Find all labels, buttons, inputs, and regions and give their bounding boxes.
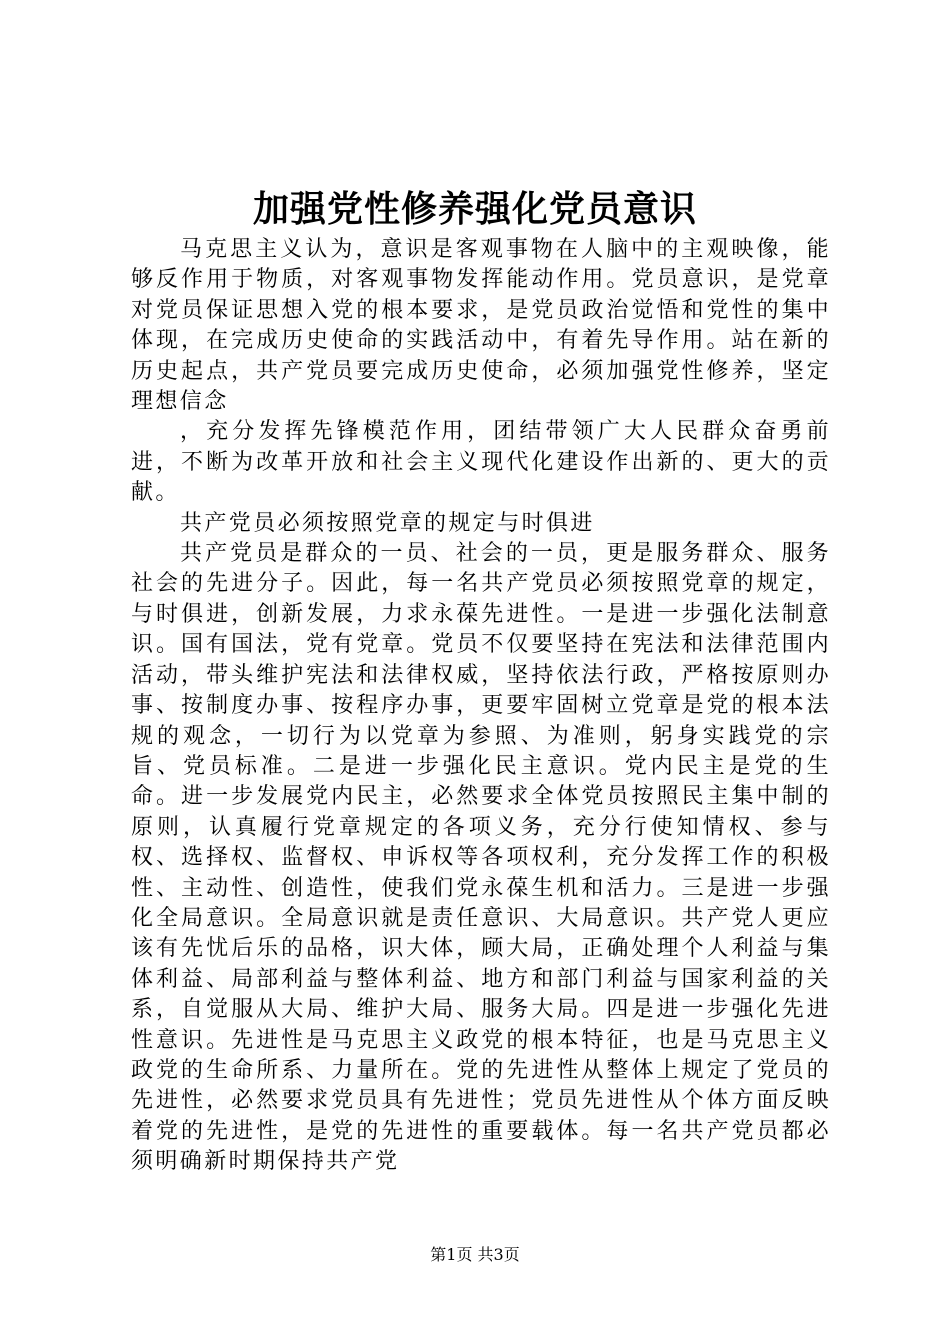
paragraph-main: 共产党员是群众的一员、社会的一员，更是服务群众、服务社会的先进分子。因此，每一名共产党员必须按照党章的规定，与时俱进，创新发展，力求永葆先进性。一是进一步强化法制意识。国有国法，党有党章。党员不仅要坚持在宪法和法律范围内活动，带头维护宪法和法律权威，坚持依法行政，严格按原则办事、按制度办事、按程序办事，更要牢固树立党章是党的根本法规的观念，一切行为以党章为参照、为准则，躬身实践党的宗旨、党员标准。二是进一步强化民主意识。党内民主是党的生命。进一步发展党内民主，必然要求全体党员按照民主集中制的原则，认真履行党章规定的各项义务，充分行使知情权、参与权、选择权、监督权、申诉权等各项权利，充分发挥工作的积极性、主动性、创造性，使我们党永葆生机和活力。三是进一步强化全局意识。全局意识就是责任意识、大局意识。共产党人更应该有先忧后乐的品格，识大体，顾大局，正确处理个人利益与集体利益、局部利益与整体利益、地方和部门利益与国家利益的关系，自觉服从大局、维护大局、服务大局。四是进一步强化先进性意识。先进性是马克思主义政党的根本特征，也是马克思主义政党的生命所系、力量所在。党的先进性从整体上规定了党员的先进性，必然要求党员具有先进性；党员先进性从个体方面反映着党的先进性，是党的先进性的重要载体。每一名共产党员都必须明确新时期保持共产党 <box>131 541 831 1175</box>
page-footer: 第1页 共3页 <box>430 1245 520 1264</box>
document-body <box>131 235 831 1178</box>
paragraph-intro: 马克思主义认为，意识是客观事物在人脑中的主观映像，能够反作用于物质，对客观事物发挥能动作用。党员意识，是党章对党员保证思想入党的根本要求，是党员政治觉悟和党性的集中体现，在完成历史使命的实践活动中，有着先导作用。站在新的历史起点，共产党员要完成历史使命，必须加强党性修养，坚定理想信念 <box>131 237 831 415</box>
section-heading: 共产党员必须按照党章的规定与时俱进 <box>180 510 595 536</box>
paragraph-continuation: ，充分发挥先锋模范作用，团结带领广大人民群众奋勇前进，不断为改革开放和社会主义现代化建设作出新的、更大的贡献。 <box>131 419 831 506</box>
document-title: 加强党性修养强化党员意识 <box>252 188 697 230</box>
